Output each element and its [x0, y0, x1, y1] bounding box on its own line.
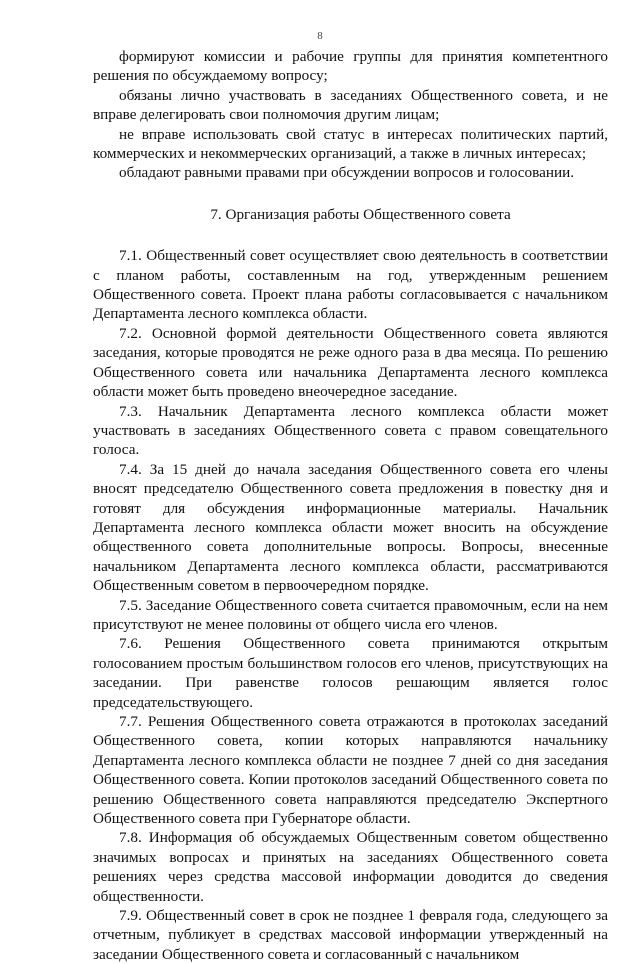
- clause-7-9: 7.9. Общественный совет в срок не позднее 1 февраля года, следующего за отчетным, публикует в средствах массовой информации утвержденный на заседании Общественного совета и согласованный с начальником: [93, 907, 608, 963]
- clause-7-6: 7.6. Решения Общественного совета принимаются открытым голосованием простым большинством голосов его членов, присутствующих на заседании. При равенстве голосов решающим является голос председательствующего.: [93, 635, 608, 711]
- clause-7-2: 7.2. Основной формой деятельности Общественного совета являются заседания, которые проводятся не реже одного раза в два месяца. По решению Общественного совета или начальника Департамента лесного комплекса области может быть проведено внеочередное заседание.: [93, 324, 608, 401]
- clause-7-5: 7.5. Заседание Общественного совета считается правомочным, если на нем присутствуют не менее половины от общего числа его членов.: [93, 596, 608, 633]
- clause-7-8: 7.8. Информация об обсуждаемых Общественным советом общественно значимых вопросах и принятых на заседаниях Общественного совета решениях через средства массовой информации доводится до сведения общественности.: [93, 829, 608, 905]
- paragraph-duty-commissions: формируют комиссии и рабочие группы для принятия компетентного решения по обсуждаемому вопросу;: [93, 48, 608, 85]
- clause-7-1: 7.1. Общественный совет осуществляет свою деятельность в соответствии с планом работы, составленным на год, утвержденным решением Общественного совета. Проект плана работы согласовывается с начальником Департамента лесного комплекса области.: [93, 247, 608, 323]
- document-body: [93, 47, 608, 964]
- clause-7-4: 7.4. За 15 дней до начала заседания Общественного совета его члены вносят председателю Общественного совета предложения в повестку дня и готовят для обсуждения информационные материалы. Начальник Департамента лесного комплекса области может вносить на обсуждение общественного совета дополнительные вопросы. Вопросы, внесенные начальником Департамента лесного комплекса области, рассматриваются Общественным советом в первоочередном порядке.: [93, 460, 608, 595]
- clause-7-7: 7.7. Решения Общественного совета отражаются в протоколах заседаний Общественного совета, копии которых направляются начальнику Департамента лесного комплекса области не позднее 7 дней со дня заседания Общественного совета. Копии протоколов заседаний Общественного совета по решению Общественного совета направляются председателю Экспертного Общественного совета при Губернаторе области.: [93, 713, 608, 828]
- paragraph-duty-participate: обязаны лично участвовать в заседаниях Общественного совета, и не вправе делегировать свои полномочия другим лицам;: [93, 86, 608, 124]
- section-title: 7. Организация работы Общественного совета: [210, 205, 511, 223]
- paragraph-duty-equal-rights: обладают равными правами при обсуждении вопросов и голосовании.: [119, 164, 575, 182]
- page-number: 8: [317, 30, 323, 42]
- clause-7-3: 7.3. Начальник Департамента лесного комплекса области может участвовать в заседаниях Общественного совета с правом совещательного голоса.: [93, 402, 608, 459]
- paragraph-duty-status: не вправе использовать свой статус в интересах политических партий, коммерческих и некоммерческих организаций, а также в личных интересах;: [93, 125, 608, 163]
